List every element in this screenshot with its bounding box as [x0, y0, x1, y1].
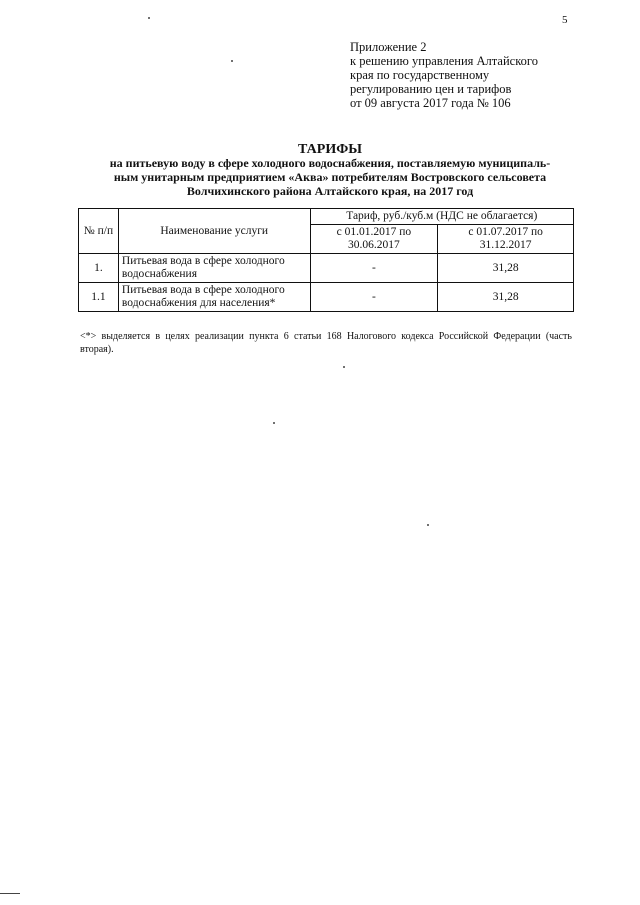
- appendix-line: от 09 августа 2017 года № 106: [350, 96, 511, 110]
- document-title: ТАРИФЫ: [298, 142, 362, 157]
- row-tariff-period-2: 31,28: [438, 283, 574, 312]
- subtitle-line: Волчихинского района Алтайского края, на 2017 год: [186, 184, 474, 198]
- tariff-table: [78, 208, 574, 312]
- footnote: <*> выделяется в целях реализации пункта 6 статьи 168 Налогового кодекса Российской Федерации (часть вторая).: [80, 331, 572, 355]
- header-period-2: с 01.07.2017 по 31.12.2017: [438, 225, 574, 254]
- scan-speck: [231, 60, 233, 62]
- row-service: Питьевая вода в сфере холодного водоснабжения: [118, 254, 310, 283]
- subtitle-line: ным унитарным предприятием «Аква» потребителям Востровского сельсовета: [113, 170, 547, 184]
- appendix-line: регулированию цен и тарифов: [350, 82, 512, 96]
- subtitle-line: на питьевую воду в сфере холодного водоснабжения, поставляемую муниципаль-: [109, 156, 551, 170]
- scan-speck: [273, 422, 275, 424]
- row-number: 1.: [79, 254, 119, 283]
- row-tariff-period-2: 31,28: [438, 254, 574, 283]
- appendix-line: к решению управления Алтайского: [350, 54, 538, 68]
- header-number: № п/п: [79, 209, 119, 254]
- table-row: [79, 254, 574, 283]
- row-number: 1.1: [79, 283, 119, 312]
- appendix-line: края по государственному: [350, 68, 490, 82]
- row-tariff-period-1: -: [310, 254, 438, 283]
- document-subtitle: [60, 156, 600, 198]
- scan-speck: [148, 17, 150, 19]
- scan-speck: [343, 366, 345, 368]
- header-period-1: с 01.01.2017 по 30.06.2017: [310, 225, 438, 254]
- appendix-header: [350, 40, 538, 110]
- row-service: Питьевая вода в сфере холодного водоснабжения для населения*: [118, 283, 310, 312]
- table-row: [79, 283, 574, 312]
- scan-edge-mark: [0, 893, 20, 894]
- row-tariff-period-1: -: [310, 283, 438, 312]
- scan-speck: [427, 524, 429, 526]
- appendix-line: Приложение 2: [350, 40, 427, 54]
- header-tariff: Тариф, руб./куб.м (НДС не облагается): [310, 209, 573, 225]
- page-number: 5: [562, 14, 568, 26]
- header-service: Наименование услуги: [118, 209, 310, 254]
